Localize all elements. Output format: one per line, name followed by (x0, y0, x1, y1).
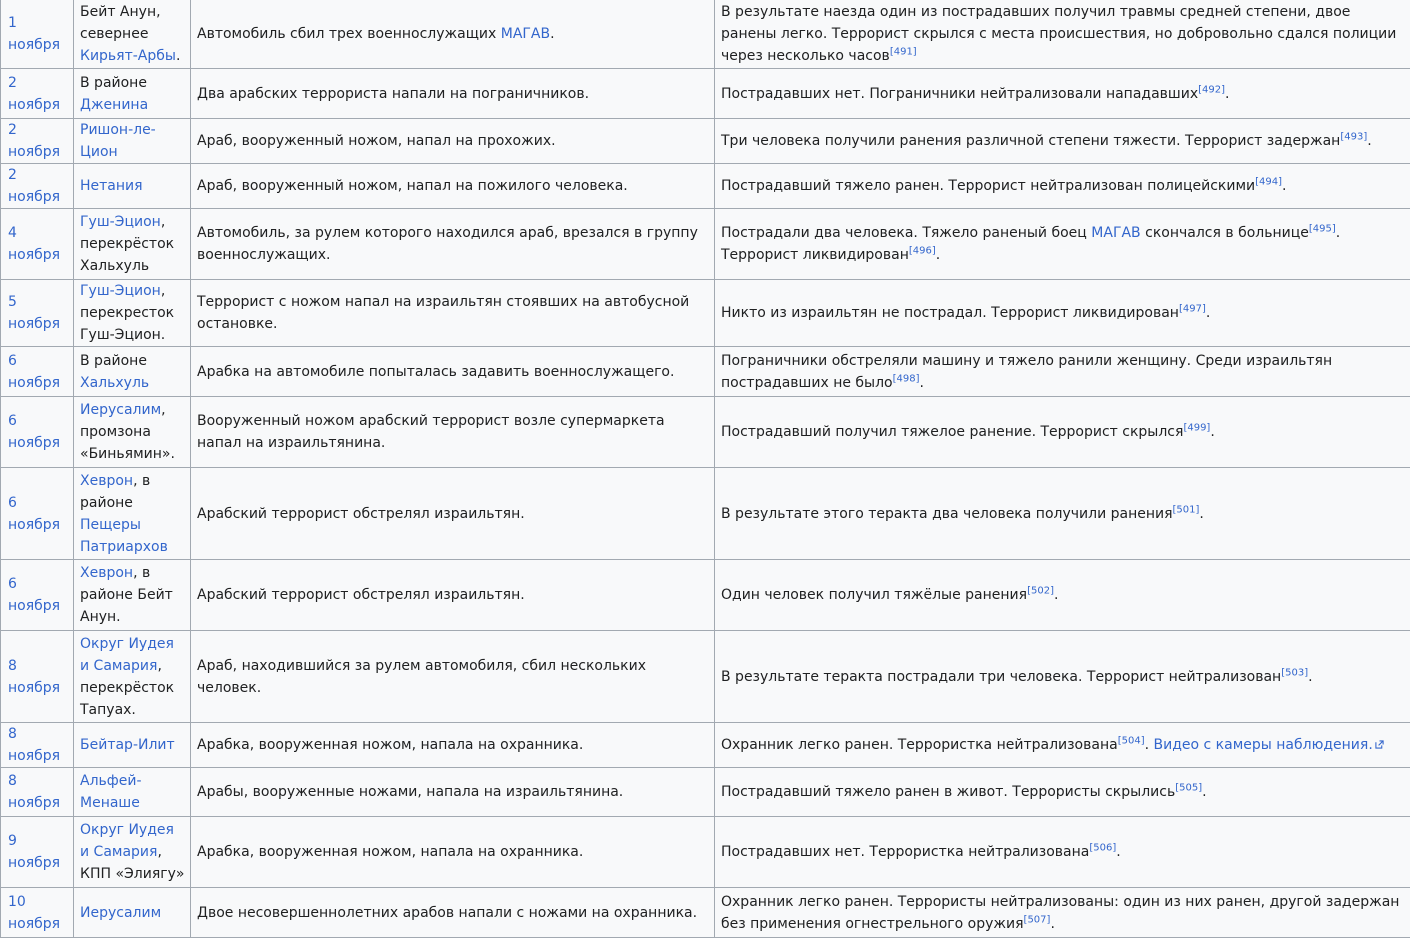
cell-text: Пограничники обстреляли машину и тяжело ранили женщину. Среди израильтян пострадавших не было (721, 353, 1332, 391)
cell-text: Три человека получили ранения различной степени тяжести. Террорист задержан (721, 133, 1340, 149)
cell-text: Два арабских террориста напали на пограничников. (197, 86, 589, 102)
date-link[interactable]: 8 ноября (8, 658, 60, 696)
cell-text: скончался в больнице (1141, 225, 1309, 241)
place-cell (74, 397, 191, 468)
description-cell (191, 0, 715, 69)
date-link[interactable]: 6 ноября (8, 413, 60, 451)
external-link-icon (1375, 740, 1384, 749)
description-cell (191, 817, 715, 888)
cell-text: Арабский террорист обстрелял израильтян. (197, 587, 525, 603)
wiki-link[interactable] (80, 773, 142, 811)
link-text: Хеврон (80, 565, 133, 581)
place-cell (74, 0, 191, 69)
place-cell (74, 768, 191, 817)
table-row (1, 280, 1410, 347)
table-row (1, 468, 1410, 560)
wiki-link[interactable] (80, 402, 161, 418)
date-link[interactable]: 2 ноября (8, 167, 60, 205)
cell-text: . (936, 247, 940, 263)
reference-label: [494] (1255, 176, 1282, 187)
wiki-link[interactable] (80, 97, 148, 113)
place-cell (74, 631, 191, 723)
reference-label: [492] (1198, 84, 1225, 95)
reference-label: [496] (909, 245, 936, 256)
date-link[interactable]: 1 ноября (8, 15, 60, 53)
reference-link[interactable] (1089, 842, 1116, 853)
cell-text: В районе (80, 353, 147, 369)
wiki-link[interactable] (80, 214, 161, 230)
wiki-link[interactable] (80, 517, 168, 555)
table-body (1, 0, 1410, 938)
cell-text: . (1199, 506, 1203, 522)
description-cell (191, 209, 715, 280)
table-row (1, 0, 1410, 69)
date-cell (1, 164, 74, 209)
cell-text: . (1225, 86, 1229, 102)
date-cell (1, 0, 74, 69)
reference-label: [493] (1340, 131, 1367, 142)
cell-text: Арабка на автомобиле попыталась задавить военнослужащего. (197, 364, 674, 380)
cell-text: Один человек получил тяжёлые ранения (721, 587, 1027, 603)
reference-label: [495] (1309, 223, 1336, 234)
cell-text: . (176, 48, 180, 64)
reference-label: [491] (890, 46, 917, 57)
reference-link[interactable] (1027, 585, 1054, 596)
wiki-link[interactable] (80, 375, 149, 391)
table-row (1, 164, 1410, 209)
cell-text: В результате этого теракта два человека получили ранения (721, 506, 1173, 522)
cell-text: Террорист с ножом напал на израильтян стоявших на автобусной остановке. (197, 294, 689, 332)
link-text: Гуш-Эцион (80, 283, 161, 299)
place-cell (74, 560, 191, 631)
cell-text: , промзона «Биньямин». (80, 402, 175, 462)
date-link[interactable]: 6 ноября (8, 353, 60, 391)
reference-label: [501] (1173, 504, 1200, 515)
cell-text: . (1145, 737, 1154, 753)
description-cell (191, 768, 715, 817)
date-link[interactable]: 8 ноября (8, 773, 60, 811)
date-link[interactable]: 4 ноября (8, 225, 60, 263)
reference-link[interactable] (1340, 131, 1367, 142)
place-cell (74, 888, 191, 938)
wiki-link[interactable] (501, 26, 550, 42)
date-cell (1, 560, 74, 631)
date-cell (1, 768, 74, 817)
cell-text: Никто из израильтян не пострадал. Террорист ликвидирован (721, 305, 1179, 321)
cell-text: Арабы, вооруженные ножами, напала на израильтянина. (197, 784, 623, 800)
result-cell (715, 280, 1410, 347)
reference-label: [502] (1027, 585, 1054, 596)
place-cell (74, 817, 191, 888)
link-text: Округ Иудея и Самария (80, 636, 174, 674)
cell-text: . (1308, 669, 1312, 685)
cell-text: Пострадавший тяжело ранен в живот. Террористы скрылись (721, 784, 1175, 800)
wiki-link[interactable] (80, 283, 161, 299)
reference-link[interactable] (1179, 303, 1206, 314)
link-text: Гуш-Эцион (80, 214, 161, 230)
date-cell (1, 347, 74, 397)
table-row (1, 119, 1410, 164)
table-row (1, 69, 1410, 119)
reference-label: [504] (1118, 735, 1145, 746)
cell-text: Двое несовершеннолетних арабов напали с ножами на охранника. (197, 905, 697, 921)
cell-text: , в районе (80, 473, 150, 511)
result-cell (715, 0, 1410, 69)
date-link[interactable]: 10 ноября (8, 894, 60, 932)
table-row (1, 631, 1410, 723)
date-cell (1, 119, 74, 164)
reference-label: [497] (1179, 303, 1206, 314)
link-text: Иерусалим (80, 905, 161, 921)
date-cell (1, 209, 74, 280)
table-row (1, 723, 1410, 768)
reference-link[interactable] (1255, 176, 1282, 187)
link-text: Хальхуль (80, 375, 149, 391)
description-cell (191, 69, 715, 119)
description-cell (191, 119, 715, 164)
description-cell (191, 560, 715, 631)
wiki-link[interactable] (80, 178, 143, 194)
reference-label: [499] (1183, 422, 1210, 433)
reference-label: [506] (1089, 842, 1116, 853)
date-link[interactable]: 6 ноября (8, 576, 60, 614)
reference-link[interactable] (1173, 504, 1200, 515)
wiki-link[interactable] (80, 122, 156, 160)
wiki-link[interactable] (1091, 225, 1140, 241)
place-cell (74, 723, 191, 768)
date-link[interactable]: 9 ноября (8, 833, 60, 871)
cell-text: Арабский террорист обстрелял израильтян. (197, 506, 525, 522)
place-cell (74, 468, 191, 560)
link-text: Округ Иудея и Самария (80, 822, 174, 860)
description-cell (191, 888, 715, 938)
date-link[interactable]: 8 ноября (8, 726, 60, 764)
date-cell (1, 69, 74, 119)
cell-text: , перекресток Гуш-Эцион. (80, 283, 174, 343)
result-cell (715, 397, 1410, 468)
cell-text: Арабка, вооруженная ножом, напала на охранника. (197, 737, 583, 753)
reference-link[interactable] (893, 373, 920, 384)
wiki-link[interactable] (80, 48, 176, 64)
cell-text: . (1050, 916, 1054, 932)
cell-text: В результате теракта пострадали три человека. Террорист нейтрализован (721, 669, 1281, 685)
reference-label: [498] (893, 373, 920, 384)
date-link[interactable]: 2 ноября (8, 75, 60, 113)
cell-text: . (1210, 424, 1214, 440)
reference-link[interactable] (1183, 422, 1210, 433)
description-cell (191, 468, 715, 560)
link-text: Альфей-Менаше (80, 773, 142, 811)
cell-text: Пострадали два человека. Тяжело раненый боец (721, 225, 1091, 241)
table-row (1, 347, 1410, 397)
link-text: Бейтар-Илит (80, 737, 175, 753)
cell-text: , КПП «Элиягу» (80, 844, 184, 882)
result-cell (715, 723, 1410, 768)
description-cell (191, 164, 715, 209)
cell-text: В районе (80, 75, 147, 91)
cell-text: Араб, находившийся за рулем автомобиля, сбил нескольких человек. (197, 658, 646, 696)
result-cell (715, 768, 1410, 817)
cell-text: Вооруженный ножом арабский террорист возле супермаркета напал на израильтянина. (197, 413, 665, 451)
result-cell (715, 631, 1410, 723)
date-cell (1, 631, 74, 723)
place-cell (74, 119, 191, 164)
cell-text: Пострадавший получил тяжелое ранение. Террорист скрылся (721, 424, 1183, 440)
cell-text: , перекрёсток Хальхуль (80, 214, 174, 274)
reference-link[interactable] (1024, 914, 1051, 925)
place-cell (74, 164, 191, 209)
link-text: Иерусалим (80, 402, 161, 418)
result-cell (715, 164, 1410, 209)
date-cell (1, 397, 74, 468)
link-text: Ришон-ле-Цион (80, 122, 156, 160)
cell-text: , перекрёсток Тапуах. (80, 658, 174, 718)
cell-text: Пострадавших нет. Пограничники нейтрализовали нападавших (721, 86, 1198, 102)
result-cell (715, 468, 1410, 560)
cell-text: Пострадавший тяжело ранен. Террорист нейтрализован полицейскими (721, 178, 1255, 194)
table-row (1, 209, 1410, 280)
link-text: Видео с камеры наблюдения. (1154, 737, 1373, 753)
place-cell (74, 347, 191, 397)
result-cell (715, 69, 1410, 119)
cell-text: . (1202, 784, 1206, 800)
description-cell (191, 631, 715, 723)
external-link[interactable] (1154, 737, 1384, 753)
link-text: МАГАВ (501, 26, 550, 42)
date-cell (1, 888, 74, 938)
result-cell (715, 209, 1410, 280)
description-cell (191, 397, 715, 468)
cell-text: Араб, вооруженный ножом, напал на прохожих. (197, 133, 556, 149)
cell-text: Бейт Анун, севернее (80, 4, 161, 42)
cell-text: Араб, вооруженный ножом, напал на пожилого человека. (197, 178, 628, 194)
cell-text: . (1367, 133, 1371, 149)
table-row (1, 768, 1410, 817)
link-text: Дженина (80, 97, 148, 113)
link-text: Пещеры Патриархов (80, 517, 168, 555)
result-cell (715, 817, 1410, 888)
table-row (1, 817, 1410, 888)
cell-text: . (1116, 844, 1120, 860)
cell-text: Охранник легко ранен. Террористы нейтрализованы: один из них ранен, другой задержан без применения огнестрельного оружия (721, 894, 1399, 932)
cell-text: Арабка, вооруженная ножом, напала на охранника. (197, 844, 583, 860)
place-cell (74, 69, 191, 119)
date-cell (1, 817, 74, 888)
reference-link[interactable] (1175, 782, 1202, 793)
date-link[interactable]: 6 ноября (8, 495, 60, 533)
wiki-link[interactable] (80, 905, 161, 921)
result-cell (715, 560, 1410, 631)
cell-text: . (1206, 305, 1210, 321)
reference-label: [503] (1281, 667, 1308, 678)
link-text: МАГАВ (1091, 225, 1140, 241)
cell-text: Автомобиль сбил трех военнослужащих (197, 26, 501, 42)
reference-link[interactable] (890, 46, 917, 57)
description-cell (191, 723, 715, 768)
description-cell (191, 280, 715, 347)
cell-text: Автомобиль, за рулем которого находился араб, врезался в группу военнослужащих. (197, 225, 698, 263)
cell-text: . (920, 375, 924, 391)
cell-text: , в районе Бейт Анун. (80, 565, 173, 625)
place-cell (74, 209, 191, 280)
cell-text: В результате наезда один из пострадавших получил травмы средней степени, двое ранены легко. Террорист скрылся с места происшествия, но добровольно сдался полиции через несколько часов (721, 4, 1396, 64)
place-cell (74, 280, 191, 347)
reference-link[interactable] (909, 245, 936, 256)
link-text: Нетания (80, 178, 143, 194)
reference-link[interactable] (1118, 735, 1145, 746)
reference-label: [507] (1024, 914, 1051, 925)
date-cell (1, 468, 74, 560)
result-cell (715, 347, 1410, 397)
table-row (1, 397, 1410, 468)
reference-link[interactable] (1198, 84, 1225, 95)
description-cell (191, 347, 715, 397)
date-link[interactable]: 5 ноября (8, 294, 60, 332)
date-cell (1, 723, 74, 768)
wiki-link[interactable] (80, 737, 175, 753)
table-row (1, 560, 1410, 631)
reference-link[interactable] (1309, 223, 1336, 234)
link-text: Хеврон (80, 473, 133, 489)
wiki-link[interactable] (80, 565, 133, 581)
cell-text: . (1054, 587, 1058, 603)
wiki-link[interactable] (80, 473, 133, 489)
date-cell (1, 280, 74, 347)
date-link[interactable]: 2 ноября (8, 122, 60, 160)
cell-text: Охранник легко ранен. Террористка нейтрализована (721, 737, 1118, 753)
reference-label: [505] (1175, 782, 1202, 793)
cell-text: . (550, 26, 554, 42)
table-row (1, 888, 1410, 938)
link-text: Кирьят-Арбы (80, 48, 176, 64)
result-cell (715, 119, 1410, 164)
reference-link[interactable] (1281, 667, 1308, 678)
result-cell (715, 888, 1410, 938)
cell-text: . Террорист ликвидирован (721, 225, 1340, 263)
cell-text: Пострадавших нет. Террористка нейтрализована (721, 844, 1089, 860)
cell-text: . (1282, 178, 1286, 194)
